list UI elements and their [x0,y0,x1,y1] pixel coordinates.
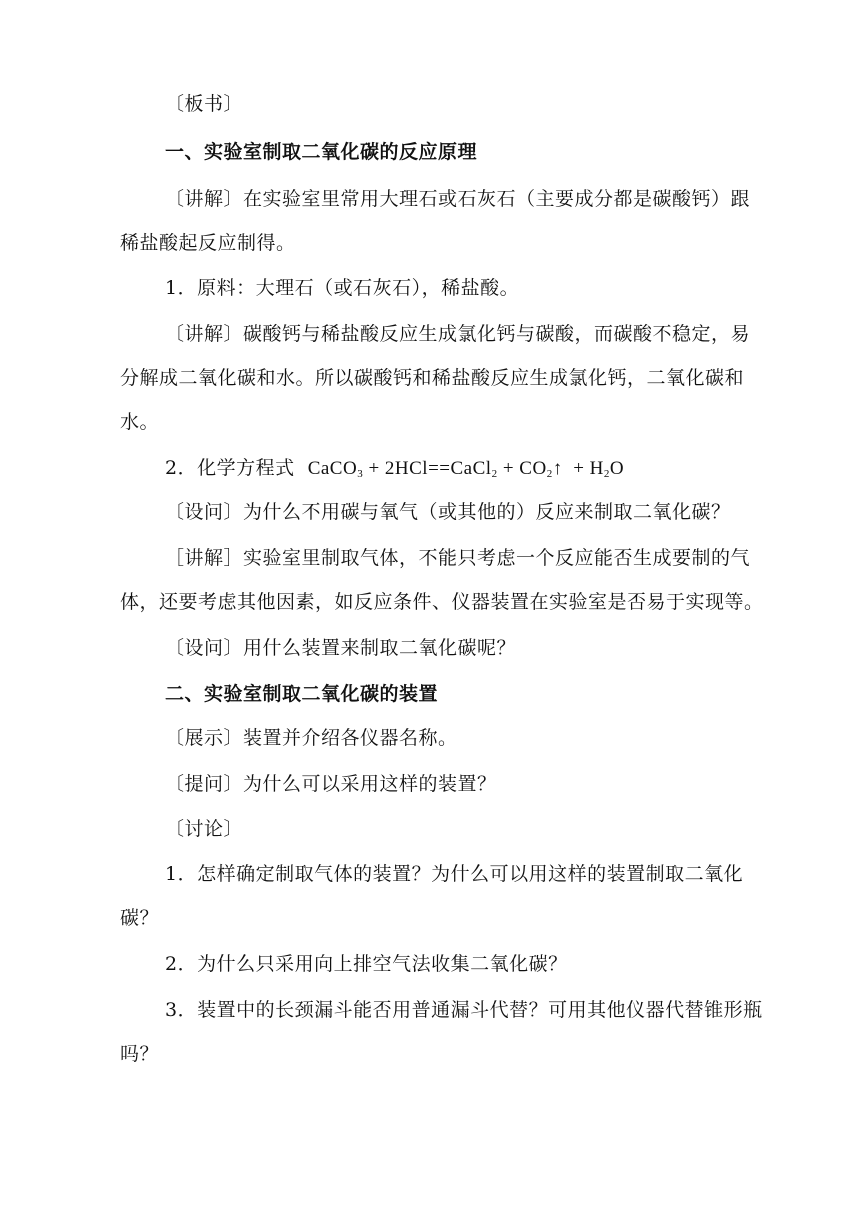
gas-arrow-icon: ↑ [552,458,563,479]
question-line: 〔提问〕为什么可以采用这样的装置？ [165,773,497,795]
paragraph-line: 水。 [120,411,160,433]
question-line: 〔设问〕用什么装置来制取二氧化碳呢？ [165,637,517,659]
paragraph-line: 吗？ [120,1043,160,1065]
question-line: 〔设问〕为什么不用碳与氧气（或其他的）反应来制取二氧化碳？ [165,501,731,523]
chemical-equation [165,456,770,486]
paragraph-line: 分解成二氧化碳和水。所以碳酸钙和稀盐酸反应生成氯化钙，二氧化碳和 [120,367,745,389]
board-note-label: 〔板书〕 [165,93,244,115]
equation-formula: CaCO$_3$ + 2HCl==CaCl$_2$ + $CO_2↑ + H_2O$ [307,458,625,480]
section-heading-2: 二、实验室制取二氧化碳的装置 [165,683,439,705]
paragraph-line: ［讲解］实验室里制取气体，不能只考虑一个反应能否生成要制的气 [165,547,751,569]
section-heading-1: 一、实验室制取二氧化碳的反应原理 [165,141,478,163]
paragraph-line: 稀盐酸起反应制得。 [120,232,296,254]
paragraph-line: 碳？ [120,907,160,929]
discussion-item-2: 2．为什么只采用向上排空气法收集二氧化碳？ [165,953,568,975]
discussion-item-3: 3．装置中的长颈漏斗能否用普通漏斗代替？可用其他仪器代替锥形瓶 [165,999,763,1021]
paragraph-line: 〔展示〕装置并介绍各仪器名称。 [165,727,458,749]
paragraph-line: 体，还要考虑其他因素，如反应条件、仪器装置在实验室是否易于实现等。 [120,591,764,613]
discussion-item-1: 1．怎样确定制取气体的装置？为什么可以用这样的装置制取二氧化 [165,863,744,885]
equation-label: 2．化学方程式 [165,457,295,479]
materials-item: 1．原料：大理石（或石灰石），稀盐酸。 [165,277,520,299]
discussion-label: 〔讨论〕 [165,818,244,840]
paragraph-line: 〔讲解〕在实验室里常用大理石或石灰石（主要成分都是碳酸钙）跟 [165,188,751,210]
paragraph-line: 〔讲解〕碳酸钙与稀盐酸反应生成氯化钙与碳酸，而碳酸不稳定，易 [165,323,751,345]
